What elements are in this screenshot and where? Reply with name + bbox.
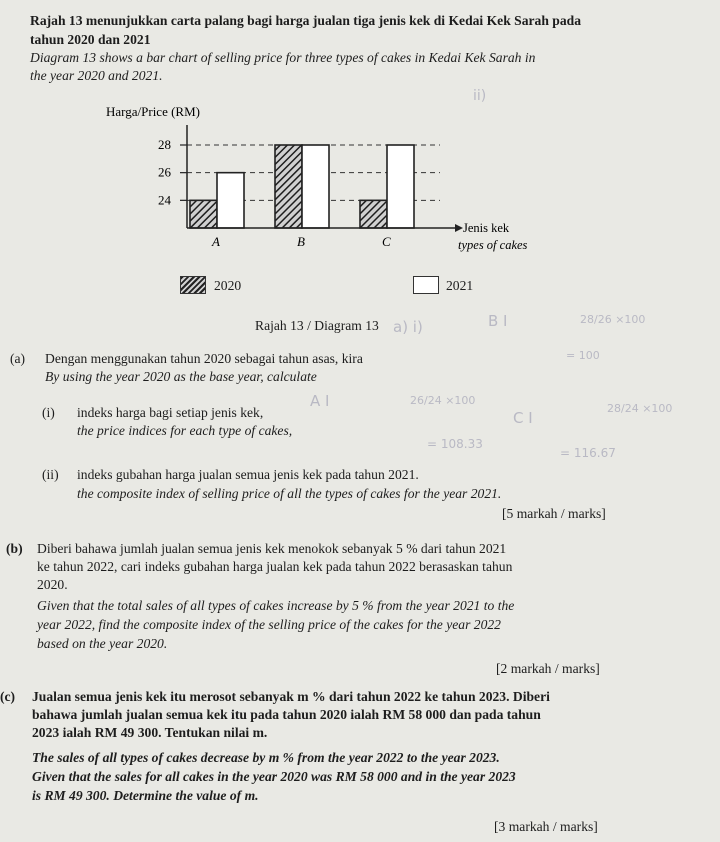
part-c-ms2: bahawa jumlah jualan semua kek itu pada tahun 2020 ialah RM 58 000 dan pada tahun — [32, 707, 541, 722]
y-tick-label: 24 — [158, 192, 171, 208]
hw-b-frac: 28/26 ×100 — [580, 313, 646, 326]
x-tick-label: C — [382, 234, 391, 249]
part-b-ms2: ke tahun 2022, cari indeks gubahan harga jualan kek pada tahun 2022 berasaskan tahun — [37, 559, 513, 574]
hw-c-frac: 28/24 ×100 — [607, 402, 673, 415]
x-axis-arrow — [455, 224, 463, 232]
part-a-i-ms: indeks harga bagi setiap jenis kek, — [77, 405, 264, 420]
part-c-en3: is RM 49 300. Determine the value of m. — [32, 788, 259, 803]
bar-C-2020 — [360, 200, 387, 228]
part-a-ms: Dengan menggunakan tahun 2020 sebagai tahun asas, kira — [45, 351, 363, 366]
part-a-en: By using the year 2020 as the base year, calculate — [45, 369, 317, 384]
hw-a-frac: 26/24 ×100 — [410, 394, 476, 407]
legend-swatch-2021 — [413, 276, 439, 294]
part-b-en1: Given that the total sales of all types of cakes increase by 5 % from the year 2021 to the — [37, 598, 515, 613]
hw-c-calc: C I — [513, 409, 533, 427]
part-c-label: (c) — [0, 689, 16, 704]
part-c-ms3: 2023 ialah RM 49 300. Tentukan nilai m. — [32, 725, 268, 740]
y-tick-label: 28 — [158, 137, 171, 152]
legend-label-2020: 2020 — [214, 278, 242, 293]
intro-ms-line2: tahun 2020 dan 2021 — [30, 32, 151, 47]
part-a-ii-label: (ii) — [42, 467, 59, 482]
part-b-marks: [2 markah / marks] — [496, 661, 600, 676]
part-b-label: (b) — [6, 541, 23, 556]
intro-en-line2: the year 2020 and 2021. — [30, 68, 163, 83]
bar-chart — [0, 0, 720, 270]
bar-C-2021 — [387, 145, 414, 228]
bar-B-2021 — [302, 145, 329, 228]
bar-A-2020 — [190, 200, 217, 228]
hw-b-calc: B I — [488, 312, 508, 330]
part-b-ms3: 2020. — [37, 577, 68, 592]
part-a-label: (a) — [10, 351, 26, 366]
part-a-ii-ms: indeks gubahan harga jualan semua jenis kek pada tahun 2021. — [77, 467, 419, 482]
hw-b-result: = 100 — [566, 349, 600, 362]
bar-A-2021 — [217, 173, 244, 228]
x-tick-label: A — [212, 234, 220, 249]
chart-bars — [190, 145, 414, 228]
chart-ylabel: Harga/Price (RM) — [106, 104, 200, 119]
hw-a-result: = 108.33 — [427, 437, 483, 451]
intro-ms-line1: Rajah 13 menunjukkan carta palang bagi harga jualan tiga jenis kek di Kedai Kek Sarah pada — [30, 13, 582, 28]
part-b-en2: year 2022, find the composite index of the selling price of the cakes for the year 2022 — [37, 617, 501, 632]
part-c-en2: Given that the sales for all cakes in the year 2020 was RM 58 000 and in the year 2023 — [32, 769, 516, 784]
hw-a-calc: A I — [310, 392, 330, 410]
y-tick-label: 26 — [158, 164, 171, 180]
hw-ii-mark: ii) — [473, 88, 487, 104]
part-a-i-label: (i) — [42, 405, 55, 420]
chart-xlabel-en: types of cakes — [458, 238, 528, 252]
bar-B-2020 — [275, 145, 302, 228]
part-c-ms1: Jualan semua jenis kek itu merosot sebanyak m % dari tahun 2022 ke tahun 2023. Diberi — [32, 689, 550, 704]
legend-label-2021: 2021 — [446, 278, 474, 293]
chart-xlabel-ms: Jenis kek — [463, 221, 510, 235]
hw-c-result: = 116.67 — [560, 446, 616, 460]
diagram-caption: Rajah 13 / Diagram 13 — [255, 318, 379, 333]
part-c-en1: The sales of all types of cakes decrease by m % from the year 2022 to the year 2023. — [32, 750, 500, 765]
part-a-i-en: the price indices for each type of cakes, — [77, 423, 293, 438]
hw-a-i: a) i) — [393, 318, 423, 336]
x-tick-label: B — [297, 234, 305, 249]
intro-en-line1: Diagram 13 shows a bar chart of selling price for three types of cakes in Kedai Kek Sarah in — [30, 50, 536, 65]
part-a-ii-en: the composite index of selling price of all the types of cakes for the year 2021. — [77, 486, 502, 501]
part-b-en3: based on the year 2020. — [37, 636, 168, 651]
legend-swatch-2020 — [180, 276, 206, 294]
part-c-marks: [3 markah / marks] — [494, 819, 598, 834]
part-b-ms1: Diberi bahawa jumlah jualan semua jenis kek menokok sebanyak 5 % dari tahun 2021 — [37, 541, 507, 556]
part-a-marks: [5 markah / marks] — [502, 506, 606, 521]
